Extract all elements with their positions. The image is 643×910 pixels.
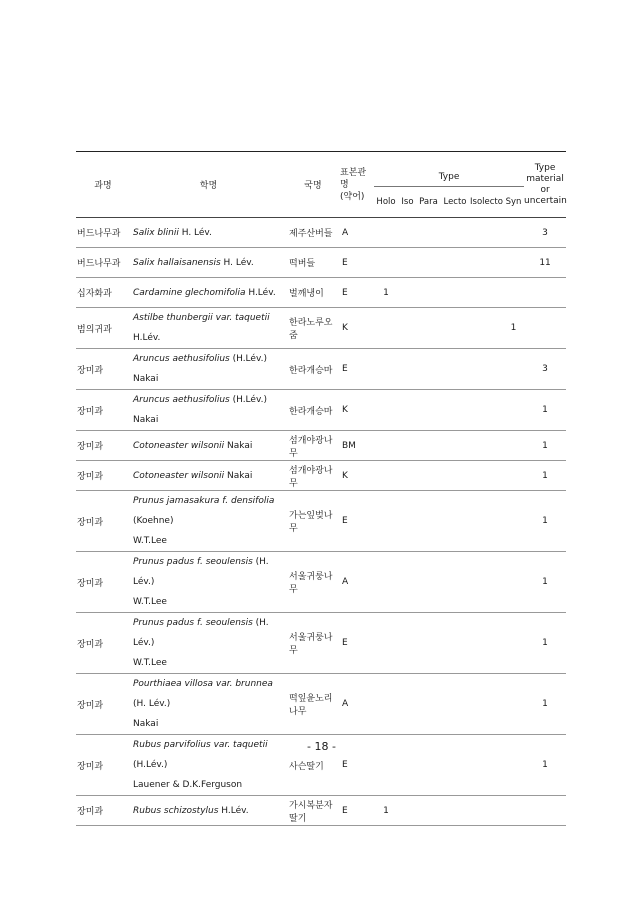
cell-holo — [374, 349, 398, 390]
cell-family: 장미과 — [76, 390, 130, 431]
cell-isolecto — [470, 552, 503, 613]
cell-iso — [398, 248, 417, 278]
header-korean-name: 국명 — [287, 152, 339, 218]
scientific-name-italic: Aruncus aethusifolius — [133, 395, 230, 405]
scientific-name-author: H.Lév. — [245, 287, 276, 298]
cell-korean-name: 한라개승마 — [287, 349, 339, 390]
cell-syn — [503, 674, 524, 735]
cell-para — [417, 248, 440, 278]
cell-type-material: 1 — [524, 613, 566, 674]
cell-scientific-name — [130, 349, 287, 390]
cell-iso — [398, 431, 417, 461]
cell-syn — [503, 461, 524, 491]
cell-syn — [503, 491, 524, 552]
cell-family: 장미과 — [76, 552, 130, 613]
cell-syn — [503, 349, 524, 390]
cell-syn: 1 — [503, 308, 524, 349]
scientific-name-italic: Cardamine glechomifolia — [133, 287, 246, 298]
cell-korean-name: 섬개야광나무 — [287, 461, 339, 491]
cell-scientific-name — [130, 308, 287, 349]
cell-lecto — [440, 278, 470, 308]
scientific-name-author-line2: W.T.Lee — [133, 597, 167, 607]
cell-korean-name: 서울귀룽나무 — [287, 552, 339, 613]
cell-syn — [503, 796, 524, 826]
scientific-name-author: (Koehne) — [133, 516, 174, 526]
cell-type-material: 3 — [524, 218, 566, 248]
scientific-name-italic: Pourthiaea villosa var. brunnea — [133, 679, 273, 689]
cell-korean-name: 사슨딸기 — [287, 735, 339, 796]
cell-iso — [398, 218, 417, 248]
header-scientific-name: 학명 — [130, 152, 287, 218]
scientific-name-italic: Cotoneaster wilsonii — [133, 470, 225, 481]
scientific-name-author: H.Lév. — [133, 333, 161, 343]
cell-herbarium: E — [339, 349, 374, 390]
header-family: 과명 — [76, 152, 130, 218]
cell-type-material — [524, 308, 566, 349]
scientific-name-italic: Salix hallaisanensis — [133, 257, 221, 268]
table-row — [76, 308, 566, 349]
cell-herbarium: A — [339, 218, 374, 248]
cell-korean-name: 떡잎윤노리나무 — [287, 674, 339, 735]
header-type-material-line: Type — [534, 162, 556, 173]
cell-family: 장미과 — [76, 491, 130, 552]
cell-scientific-name — [130, 461, 287, 491]
cell-lecto — [440, 349, 470, 390]
cell-herbarium: A — [339, 674, 374, 735]
specimen-table — [76, 151, 566, 826]
scientific-name-author: Nakai — [224, 470, 253, 481]
cell-holo — [374, 613, 398, 674]
table-row — [76, 431, 566, 461]
cell-type-material: 3 — [524, 349, 566, 390]
cell-family: 장미과 — [76, 461, 130, 491]
cell-lecto — [440, 431, 470, 461]
cell-iso — [398, 552, 417, 613]
cell-herbarium: BM — [339, 431, 374, 461]
table-row — [76, 461, 566, 491]
cell-lecto — [440, 796, 470, 826]
scientific-name-author-line2: Nakai — [133, 719, 159, 729]
cell-holo: 1 — [374, 278, 398, 308]
header-type-material-line: or — [540, 184, 550, 195]
scientific-name-author-line2: W.T.Lee — [133, 658, 167, 668]
header-type-material — [524, 152, 566, 218]
cell-herbarium: K — [339, 390, 374, 431]
cell-type-material: 1 — [524, 390, 566, 431]
header-holo: Holo — [374, 187, 398, 218]
cell-herbarium: A — [339, 552, 374, 613]
cell-holo — [374, 674, 398, 735]
cell-family: 장미과 — [76, 349, 130, 390]
header-type-material-line: uncertain — [524, 195, 567, 206]
table-row — [76, 613, 566, 674]
cell-family: 장미과 — [76, 431, 130, 461]
scientific-name-author: (H.Lév.) Nakai — [133, 395, 267, 425]
cell-lecto — [440, 390, 470, 431]
cell-korean-name: 한라노루오줌 — [287, 308, 339, 349]
cell-iso — [398, 349, 417, 390]
cell-para — [417, 491, 440, 552]
cell-korean-name: 제주산버들 — [287, 218, 339, 248]
cell-korean-name: 떡버들 — [287, 248, 339, 278]
cell-herbarium: E — [339, 796, 374, 826]
cell-type-material: 1 — [524, 491, 566, 552]
cell-syn — [503, 218, 524, 248]
cell-isolecto — [470, 308, 503, 349]
scientific-name-author: (H.Lév.) Nakai — [133, 354, 267, 384]
cell-syn — [503, 613, 524, 674]
scientific-name-italic: Cotoneaster wilsonii — [133, 440, 225, 451]
header-syn: Syn — [503, 187, 524, 218]
cell-syn — [503, 390, 524, 431]
table-header — [76, 152, 566, 218]
cell-type-material: 11 — [524, 248, 566, 278]
scientific-name-italic: Prunus padus f. seoulensis — [133, 618, 253, 628]
cell-scientific-name — [130, 674, 287, 735]
cell-isolecto — [470, 491, 503, 552]
cell-korean-name: 서울귀룽나무 — [287, 613, 339, 674]
header-para: Para — [417, 187, 440, 218]
cell-korean-name: 섬개야광나무 — [287, 431, 339, 461]
cell-holo — [374, 218, 398, 248]
cell-iso — [398, 308, 417, 349]
table-row — [76, 349, 566, 390]
table-row — [76, 248, 566, 278]
cell-isolecto — [470, 613, 503, 674]
cell-isolecto — [470, 349, 503, 390]
cell-type-material — [524, 278, 566, 308]
cell-lecto — [440, 491, 470, 552]
cell-korean-name: 한라개승마 — [287, 390, 339, 431]
header-herbarium-line1: 표본관명 — [340, 167, 367, 190]
cell-lecto — [440, 308, 470, 349]
cell-isolecto — [470, 218, 503, 248]
cell-syn — [503, 431, 524, 461]
cell-korean-name: 가시복분자딸기 — [287, 796, 339, 826]
scientific-name-author-line2: W.T.Lee — [133, 536, 167, 546]
cell-iso — [398, 390, 417, 431]
cell-iso — [398, 796, 417, 826]
scientific-name-author: H. Lév. — [178, 227, 212, 238]
table-row — [76, 390, 566, 431]
table-body — [76, 218, 566, 826]
cell-herbarium: K — [339, 308, 374, 349]
cell-holo — [374, 491, 398, 552]
header-type-group: Type — [374, 152, 524, 187]
cell-iso — [398, 278, 417, 308]
cell-type-material — [524, 796, 566, 826]
header-herbarium-line2: (약어) — [340, 191, 365, 202]
header-herbarium — [339, 152, 374, 218]
cell-para — [417, 278, 440, 308]
cell-lecto — [440, 552, 470, 613]
cell-herbarium: K — [339, 461, 374, 491]
table-row — [76, 552, 566, 613]
cell-lecto — [440, 461, 470, 491]
cell-lecto — [440, 248, 470, 278]
table-row — [76, 796, 566, 826]
cell-para — [417, 218, 440, 248]
scientific-name-author-line2: Lauener & D.K.Ferguson — [133, 780, 243, 790]
cell-family: 장미과 — [76, 613, 130, 674]
cell-isolecto — [470, 278, 503, 308]
cell-holo — [374, 390, 398, 431]
cell-type-material: 1 — [524, 735, 566, 796]
cell-isolecto — [470, 390, 503, 431]
scientific-name-italic: Salix blinii — [133, 227, 179, 238]
cell-lecto — [440, 218, 470, 248]
cell-scientific-name — [130, 796, 287, 826]
scientific-name-italic: Prunus padus f. seoulensis — [133, 557, 253, 567]
cell-syn — [503, 278, 524, 308]
header-type-material-line: material — [526, 173, 564, 184]
cell-herbarium: E — [339, 491, 374, 552]
cell-iso — [398, 461, 417, 491]
scientific-name-author: H. Lév. — [220, 257, 254, 268]
cell-iso — [398, 613, 417, 674]
cell-holo: 1 — [374, 796, 398, 826]
table-row — [76, 674, 566, 735]
scientific-name-author: (H. Lév.) — [133, 618, 269, 648]
scientific-name-author: (H.Lév.) — [133, 760, 168, 770]
cell-para — [417, 552, 440, 613]
cell-syn — [503, 552, 524, 613]
cell-scientific-name — [130, 552, 287, 613]
cell-para — [417, 308, 440, 349]
cell-family: 장미과 — [76, 796, 130, 826]
cell-family: 버드나무과 — [76, 248, 130, 278]
cell-type-material: 1 — [524, 461, 566, 491]
cell-herbarium: E — [339, 735, 374, 796]
scientific-name-italic: Rubus parvifolius var. taquetii — [133, 740, 268, 750]
scientific-name-author: (H. Lév.) — [133, 557, 269, 587]
cell-family: 장미과 — [76, 674, 130, 735]
cell-isolecto — [470, 431, 503, 461]
cell-scientific-name — [130, 248, 287, 278]
cell-holo — [374, 552, 398, 613]
cell-family: 십자화과 — [76, 278, 130, 308]
cell-lecto — [440, 674, 470, 735]
cell-holo — [374, 431, 398, 461]
cell-isolecto — [470, 461, 503, 491]
table-row — [76, 491, 566, 552]
cell-para — [417, 349, 440, 390]
cell-para — [417, 796, 440, 826]
cell-korean-name: 벌깨냉이 — [287, 278, 339, 308]
cell-scientific-name — [130, 278, 287, 308]
scientific-name-author: H.Lév. — [218, 805, 249, 816]
header-isolecto: Isolecto — [470, 187, 503, 218]
page-number: - 18 - — [307, 740, 336, 753]
cell-family: 장미과 — [76, 735, 130, 796]
cell-herbarium: E — [339, 248, 374, 278]
header-iso: Iso — [398, 187, 417, 218]
cell-scientific-name — [130, 390, 287, 431]
table-row — [76, 218, 566, 248]
cell-type-material: 1 — [524, 674, 566, 735]
cell-iso — [398, 674, 417, 735]
cell-scientific-name — [130, 218, 287, 248]
header-lecto: Lecto — [440, 187, 470, 218]
cell-korean-name: 가는잎벚나무 — [287, 491, 339, 552]
cell-isolecto — [470, 248, 503, 278]
cell-herbarium: E — [339, 613, 374, 674]
cell-family: 버드나무과 — [76, 218, 130, 248]
cell-isolecto — [470, 674, 503, 735]
cell-para — [417, 431, 440, 461]
cell-para — [417, 461, 440, 491]
scientific-name-italic: Astilbe thunbergii var. taquetii — [133, 313, 270, 323]
cell-type-material: 1 — [524, 552, 566, 613]
cell-iso — [398, 491, 417, 552]
cell-para — [417, 613, 440, 674]
cell-isolecto — [470, 796, 503, 826]
cell-scientific-name — [130, 431, 287, 461]
cell-holo — [374, 248, 398, 278]
cell-family: 범의귀과 — [76, 308, 130, 349]
scientific-name-italic: Rubus schizostylus — [133, 805, 219, 816]
cell-lecto — [440, 613, 470, 674]
scientific-name-author: (H. Lév.) — [133, 699, 171, 709]
table-row — [76, 278, 566, 308]
cell-syn — [503, 248, 524, 278]
cell-type-material: 1 — [524, 431, 566, 461]
cell-para — [417, 674, 440, 735]
scientific-name-author: Nakai — [224, 440, 253, 451]
cell-holo — [374, 461, 398, 491]
cell-para — [417, 390, 440, 431]
cell-holo — [374, 308, 398, 349]
scientific-name-italic: Aruncus aethusifolius — [133, 354, 230, 364]
cell-scientific-name — [130, 491, 287, 552]
cell-scientific-name — [130, 613, 287, 674]
cell-herbarium: E — [339, 278, 374, 308]
scientific-name-italic: Prunus jamasakura f. densifolia — [133, 496, 275, 506]
